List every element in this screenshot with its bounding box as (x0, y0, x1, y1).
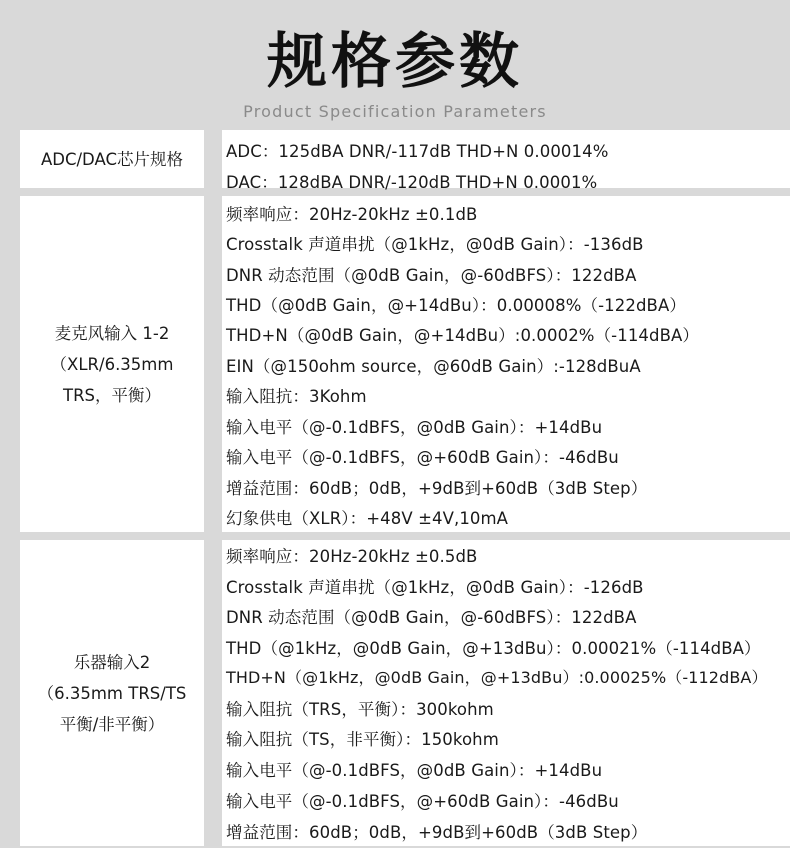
spec-label-box (20, 196, 204, 532)
spec-row: 输入电平（@-0.1dBFS，@+60dB Gain）：-46dBu (226, 792, 619, 811)
spec-row: 幻象供电（XLR）：+48V ±4V,10mA (226, 509, 509, 528)
spec-row: 输入阻抗（TRS，平衡）：300kohm (226, 700, 494, 719)
spec-row: THD（@0dB Gain，@+14dBu）：0.00008%（-122dBA） (226, 296, 686, 315)
spec-section-mic-input (20, 196, 790, 532)
spec-row: ADC：125dBA DNR/-117dB THD+N 0.00014% (226, 142, 609, 161)
spec-label-line: （6.35mm TRS/TS (37, 683, 187, 703)
spec-label-line: 平衡/非平衡） (59, 714, 165, 734)
spec-label-line: TRS，平衡） (62, 385, 162, 405)
spec-row: 输入电平（@-0.1dBFS，@0dB Gain）：+14dBu (226, 418, 603, 437)
page-title: 规格参数 (267, 27, 523, 97)
spec-row: THD+N（@0dB Gain，@+14dBu）:0.0002%（-114dBA） (226, 326, 700, 345)
spec-row: DAC：128dBA DNR/-120dB THD+N 0.0001% (226, 173, 598, 192)
spec-row: Crosstalk 声道串扰（@1kHz，@0dB Gain）：-136dB (226, 235, 644, 254)
spec-row: EIN（@150ohm source，@60dB Gain）:-128dBuA (226, 357, 641, 376)
spec-row: Crosstalk 声道串扰（@1kHz，@0dB Gain）：-126dB (226, 578, 644, 597)
spec-row: 输入阻抗（TS，非平衡）：150kohm (226, 730, 499, 749)
spec-row: 增益范围：60dB；0dB，+9dB到+60dB（3dB Step） (226, 479, 648, 498)
page-subtitle: Product Specification Parameters (243, 102, 547, 121)
spec-values-box (222, 196, 790, 532)
spec-label-line: 麦克风输入 1-2 (54, 323, 170, 343)
spec-values-box (222, 130, 790, 192)
spec-row: 频率响应：20Hz-20kHz ±0.5dB (226, 547, 478, 566)
spec-row: DNR 动态范围（@0dB Gain，@-60dBFS）：122dBA (226, 608, 637, 627)
spec-label-box (20, 540, 204, 846)
spec-values-box (222, 540, 790, 846)
spec-label-line: ADC/DAC芯片规格 (40, 149, 183, 169)
spec-label-line: 乐器输入2 (73, 652, 151, 672)
spec-row: THD+N（@1kHz，@0dB Gain，@+13dBu）:0.00025%（-112dBA） (226, 668, 768, 687)
spec-row: 输入电平（@-0.1dBFS，@+60dB Gain）：-46dBu (226, 448, 619, 467)
spec-section-instrument-input (20, 540, 790, 846)
spec-label-line: （XLR/6.35mm (50, 354, 174, 374)
spec-row: DNR 动态范围（@0dB Gain，@-60dBFS）：122dBA (226, 266, 637, 285)
spec-label-box (20, 130, 204, 188)
spec-section-adc-dac (20, 130, 790, 192)
spec-row: 增益范围：60dB；0dB，+9dB到+60dB（3dB Step） (226, 823, 648, 842)
spec-row: 输入电平（@-0.1dBFS，@0dB Gain）：+14dBu (226, 761, 603, 780)
spec-row: 输入阻抗：3Kohm (226, 387, 367, 406)
spec-row: THD（@1kHz，@0dB Gain，@+13dBu）：0.00021%（-114dBA） (226, 639, 761, 658)
spec-row: 频率响应：20Hz-20kHz ±0.1dB (226, 205, 478, 224)
